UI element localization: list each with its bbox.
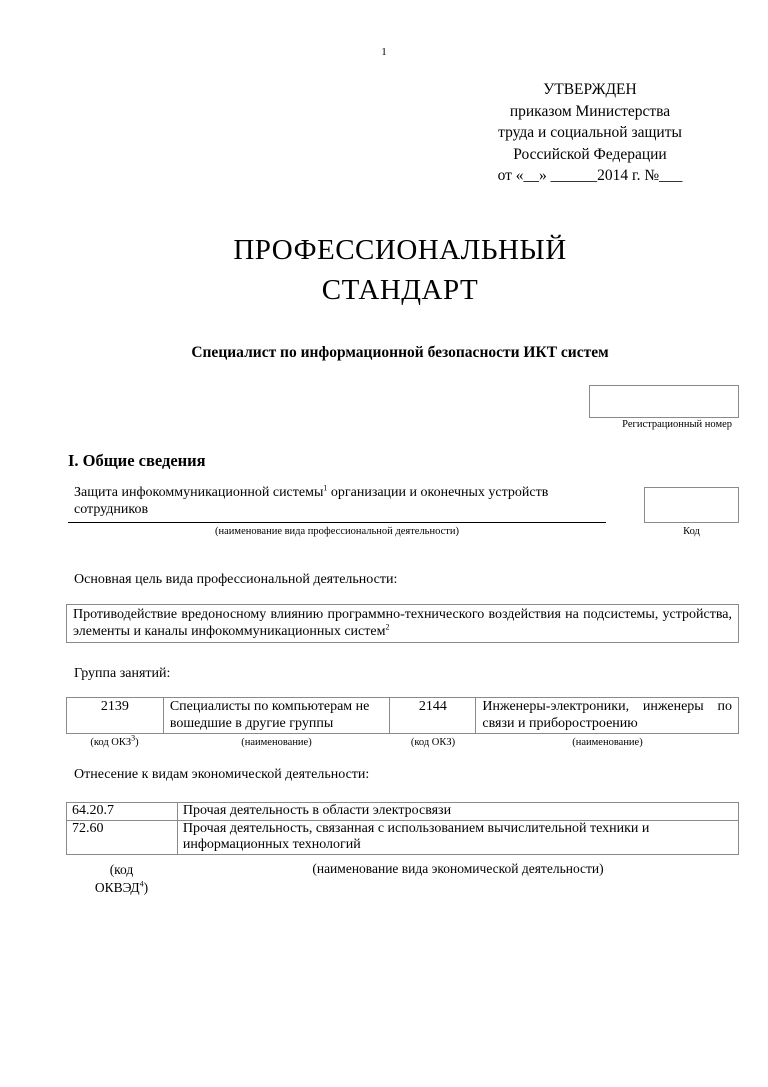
footnote-marker: 2 [385,621,390,631]
footnote-marker: 4 [139,879,144,889]
occupation-name-2: Инженеры-электроники, инженеры по связи и приборостроению [476,698,739,734]
activity-name-part1: Защита инфокоммуникационной системы [74,485,324,500]
approval-block [470,79,710,187]
activity-underline [68,522,606,523]
approval-line: УТВЕРЖДЕН [543,81,637,98]
okz-code-caption-2: (код ОКЗ) [410,737,456,748]
economic-activity-name-caption: (наименование вида экономической деятельности) [312,861,604,876]
section-heading: I. Общие сведения [68,451,206,470]
economic-activity-name: Прочая деятельность в области электросвязи [177,803,738,821]
code-box [644,487,739,523]
document-title [0,230,768,310]
occupation-name-caption-2: (наименование) [572,737,643,748]
table-row [67,820,739,854]
goal-label: Основная цель вида профессиональной деятельности: [74,572,398,587]
caption-text: (код ОКЗ [90,737,132,748]
footnote-marker: 1 [323,483,328,493]
activity-name-part2: организации и оконечных устройств сотрудников [74,485,549,517]
title-line-1: ПРОФЕССИОНАЛЬНЫЙ [233,234,567,266]
economic-activity-name: Прочая деятельность, связанная с использованием вычислительной техники и информационных технологий [177,820,738,854]
table-row [67,698,739,734]
registration-number-box [589,385,739,418]
caption-text: (код [109,862,134,877]
economic-activity-table [66,802,739,855]
approval-line: приказом Министерства [509,102,671,120]
activity-caption: (наименование вида профессиональной деятельности) [215,526,459,537]
caption-text: ) [143,880,149,895]
registration-number-label: Регистрационный номер [622,419,732,430]
footnote-marker: 3 [131,733,136,743]
caption-text: ОКВЭД [94,880,140,895]
goal-text: Противодействие вредоносному влиянию программно-технического воздействия на подсистемы, устройства, элементы и каналы инфокоммуникационных систем [73,607,732,639]
okz-code-caption-1 [66,733,163,748]
caption-line [66,879,177,897]
okz-code-1: 2139 [67,698,164,734]
page-number: 1 [381,46,387,58]
document-subtitle: Специалист по информационной безопасности ИКТ систем [191,344,609,361]
goal-box [66,604,739,643]
okved-code: 64.20.7 [67,803,178,821]
occupation-table [66,697,739,734]
occupation-name-caption-1: (наименование) [241,737,312,748]
okz-code-2: 2144 [390,698,476,734]
approval-line: труда и социальной защиты [498,124,682,141]
table-row [67,803,739,821]
economic-activity-label: Отнесение к видам экономической деятельности: [74,767,370,782]
caption-text: ) [135,737,139,748]
code-label: Код [683,526,700,537]
activity-name [74,485,614,518]
occupation-group-label: Группа занятий: [74,666,171,681]
okved-code-caption [66,861,177,897]
title-line-2: СТАНДАРТ [321,274,479,306]
okved-code: 72.60 [67,820,178,854]
approval-line: Российской Федерации [513,145,667,163]
approval-line: от «__» ______2014 г. №___ [497,167,683,184]
occupation-name-1: Специалисты по компьютерам не вошедшие в другие группы [163,698,390,734]
